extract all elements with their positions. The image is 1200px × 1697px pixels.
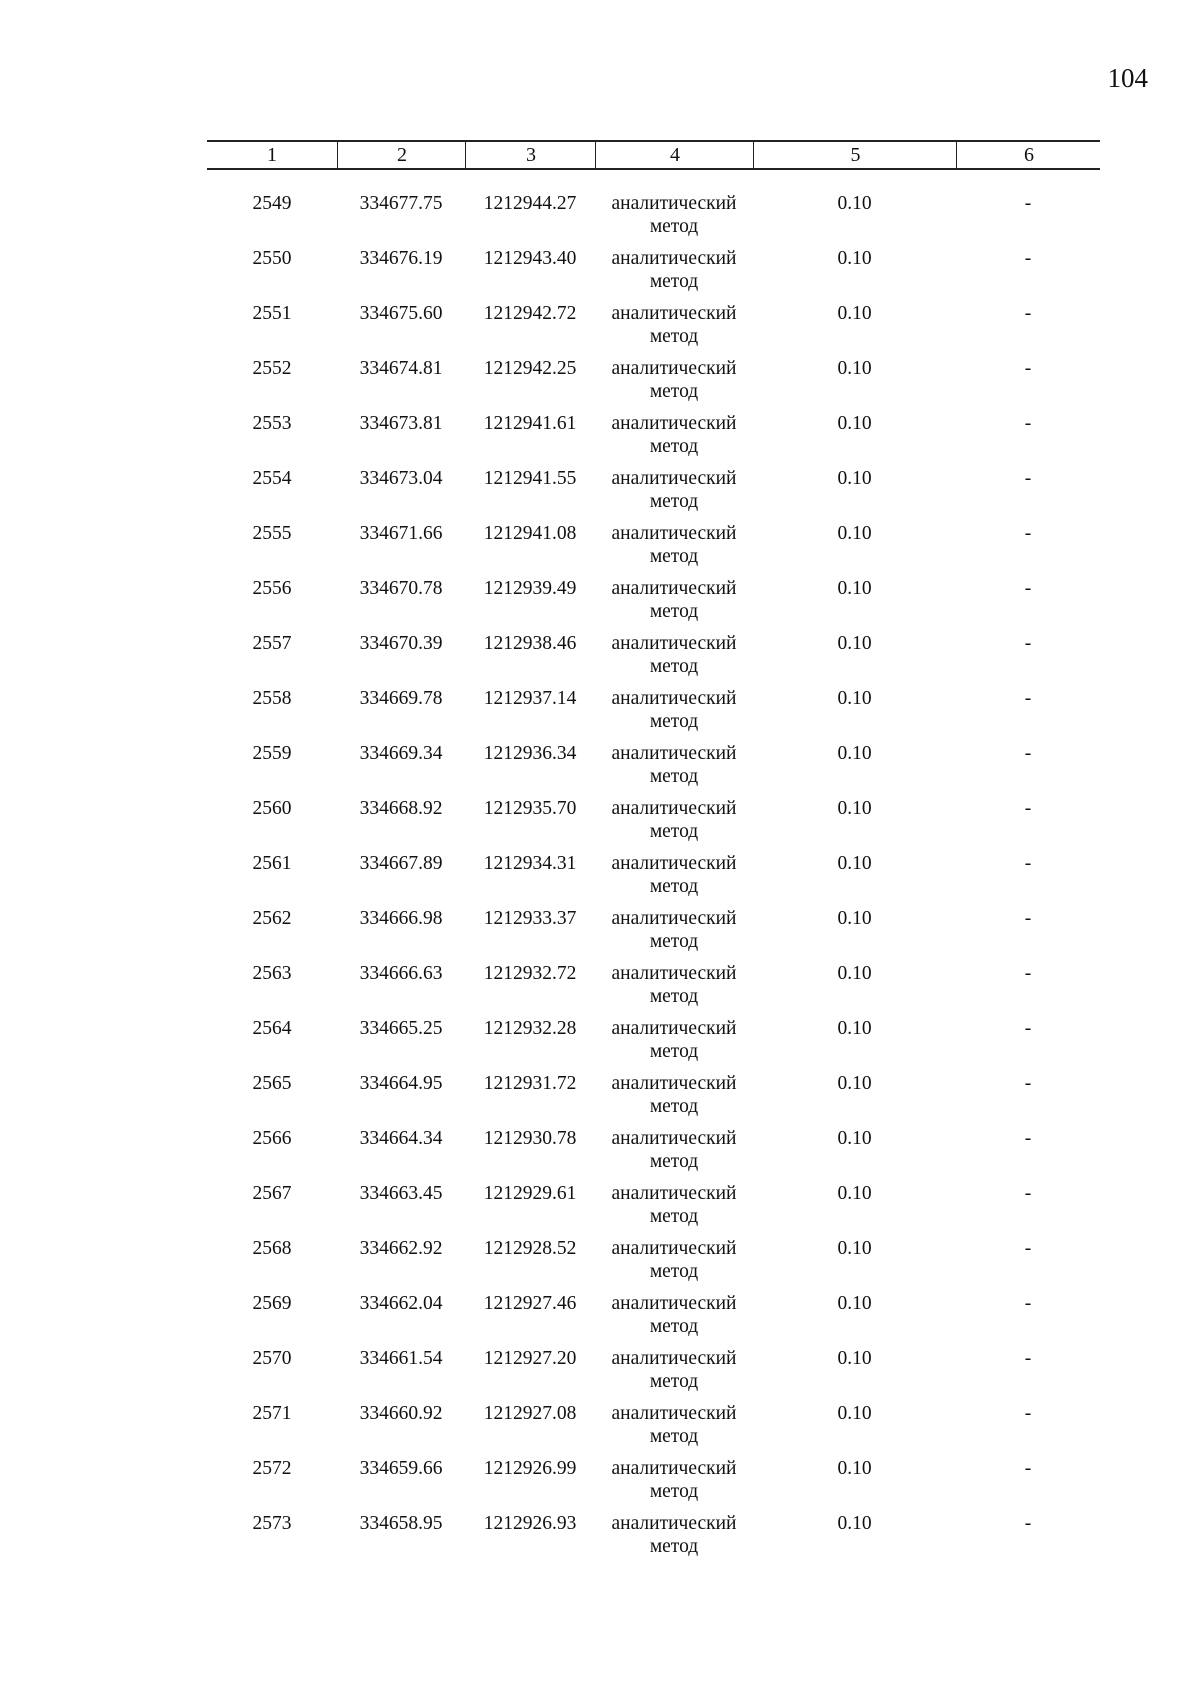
cell-x-coordinate: 334674.81 xyxy=(359,358,443,379)
cell-method xyxy=(595,1402,753,1448)
cell-y-coordinate: 1212942.25 xyxy=(483,358,577,379)
table-row xyxy=(207,797,1100,852)
cell-note: - xyxy=(1024,523,1032,544)
cell-note: - xyxy=(1024,1128,1032,1149)
cell-y-coordinate: 1212941.08 xyxy=(483,523,577,544)
cell-y-coordinate: 1212944.27 xyxy=(483,193,577,214)
table-header xyxy=(207,140,1100,170)
cell-x-coordinate: 334661.54 xyxy=(359,1348,443,1369)
cell-method xyxy=(595,962,753,1008)
method-line-1: аналитический xyxy=(611,358,737,379)
cell-method xyxy=(595,577,753,623)
cell-x-coordinate: 334666.98 xyxy=(359,908,443,929)
cell-point-number: 2563 xyxy=(252,963,292,984)
table-row xyxy=(207,907,1100,962)
table-row xyxy=(207,1512,1100,1567)
cell-method xyxy=(595,357,753,403)
cell-x-coordinate: 334671.66 xyxy=(359,523,443,544)
cell-point-number: 2572 xyxy=(252,1458,292,1479)
cell-note: - xyxy=(1024,358,1032,379)
cell-x-coordinate: 334663.45 xyxy=(359,1183,443,1204)
table-row xyxy=(207,1237,1100,1292)
cell-x-coordinate: 334676.19 xyxy=(359,248,443,269)
cell-accuracy: 0.10 xyxy=(837,1513,872,1534)
cell-x-coordinate: 334666.63 xyxy=(359,963,443,984)
cell-method xyxy=(595,467,753,513)
cell-y-coordinate: 1212927.08 xyxy=(483,1403,577,1424)
column-header-1: 1 xyxy=(267,144,277,166)
cell-method xyxy=(595,852,753,898)
cell-accuracy: 0.10 xyxy=(837,633,872,654)
method-line-1: аналитический xyxy=(611,413,737,434)
cell-point-number: 2561 xyxy=(252,853,292,874)
table-row xyxy=(207,412,1100,467)
cell-accuracy: 0.10 xyxy=(837,303,872,324)
table-row xyxy=(207,1127,1100,1182)
table-body xyxy=(207,192,1100,1567)
method-line-2: метод xyxy=(649,381,699,402)
cell-x-coordinate: 334673.04 xyxy=(359,468,443,489)
method-line-1: аналитический xyxy=(611,633,737,654)
cell-x-coordinate: 334669.78 xyxy=(359,688,443,709)
cell-note: - xyxy=(1024,633,1032,654)
cell-point-number: 2552 xyxy=(252,358,292,379)
method-line-2: метод xyxy=(649,436,699,457)
cell-x-coordinate: 334670.78 xyxy=(359,578,443,599)
cell-accuracy: 0.10 xyxy=(837,963,872,984)
cell-y-coordinate: 1212932.28 xyxy=(483,1018,577,1039)
method-line-1: аналитический xyxy=(611,798,737,819)
table-row xyxy=(207,632,1100,687)
table-row xyxy=(207,467,1100,522)
cell-point-number: 2565 xyxy=(252,1073,292,1094)
cell-y-coordinate: 1212939.49 xyxy=(483,578,577,599)
method-line-2: метод xyxy=(649,491,699,512)
cell-y-coordinate: 1212926.93 xyxy=(483,1513,577,1534)
method-line-1: аналитический xyxy=(611,1293,737,1314)
cell-note: - xyxy=(1024,1293,1032,1314)
cell-point-number: 2573 xyxy=(252,1513,292,1534)
table-row xyxy=(207,522,1100,577)
cell-y-coordinate: 1212935.70 xyxy=(483,798,577,819)
cell-note: - xyxy=(1024,578,1032,599)
cell-point-number: 2553 xyxy=(252,413,292,434)
cell-x-coordinate: 334658.95 xyxy=(359,1513,443,1534)
cell-accuracy: 0.10 xyxy=(837,358,872,379)
table-row xyxy=(207,962,1100,1017)
cell-point-number: 2568 xyxy=(252,1238,292,1259)
cell-y-coordinate: 1212936.34 xyxy=(483,743,577,764)
cell-point-number: 2564 xyxy=(252,1018,292,1039)
cell-point-number: 2560 xyxy=(252,798,292,819)
cell-x-coordinate: 334673.81 xyxy=(359,413,443,434)
cell-accuracy: 0.10 xyxy=(837,1458,872,1479)
cell-method xyxy=(595,412,753,458)
method-line-2: метод xyxy=(649,1426,699,1447)
table-row xyxy=(207,1457,1100,1512)
cell-x-coordinate: 334660.92 xyxy=(359,1403,443,1424)
cell-note: - xyxy=(1024,1403,1032,1424)
cell-note: - xyxy=(1024,1238,1032,1259)
cell-method xyxy=(595,1512,753,1558)
cell-note: - xyxy=(1024,413,1032,434)
method-line-1: аналитический xyxy=(611,468,737,489)
cell-method xyxy=(595,1127,753,1173)
cell-x-coordinate: 334670.39 xyxy=(359,633,443,654)
cell-method xyxy=(595,1292,753,1338)
cell-point-number: 2554 xyxy=(252,468,292,489)
cell-point-number: 2569 xyxy=(252,1293,292,1314)
table-row xyxy=(207,1017,1100,1072)
method-line-2: метод xyxy=(649,1316,699,1337)
method-line-1: аналитический xyxy=(611,1403,737,1424)
method-line-1: аналитический xyxy=(611,303,737,324)
cell-point-number: 2550 xyxy=(252,248,292,269)
method-line-2: метод xyxy=(649,271,699,292)
cell-y-coordinate: 1212927.20 xyxy=(483,1348,577,1369)
method-line-2: метод xyxy=(649,1371,699,1392)
table-row xyxy=(207,852,1100,907)
cell-note: - xyxy=(1024,468,1032,489)
cell-note: - xyxy=(1024,1348,1032,1369)
cell-point-number: 2556 xyxy=(252,578,292,599)
cell-x-coordinate: 334659.66 xyxy=(359,1458,443,1479)
column-header-3: 3 xyxy=(465,142,596,168)
cell-x-coordinate: 334667.89 xyxy=(359,853,443,874)
cell-note: - xyxy=(1024,963,1032,984)
method-line-1: аналитический xyxy=(611,1348,737,1369)
page-number: 104 xyxy=(1107,63,1148,93)
method-line-2: метод xyxy=(649,216,699,237)
method-line-1: аналитический xyxy=(611,523,737,544)
method-line-2: метод xyxy=(649,656,699,677)
cell-method xyxy=(595,907,753,953)
cell-method xyxy=(595,192,753,238)
method-line-2: метод xyxy=(649,1536,699,1557)
cell-point-number: 2551 xyxy=(252,303,292,324)
cell-accuracy: 0.10 xyxy=(837,908,872,929)
cell-note: - xyxy=(1024,303,1032,324)
cell-y-coordinate: 1212942.72 xyxy=(483,303,577,324)
cell-accuracy: 0.10 xyxy=(837,468,872,489)
method-line-2: метод xyxy=(649,876,699,897)
cell-point-number: 2570 xyxy=(252,1348,292,1369)
cell-accuracy: 0.10 xyxy=(837,798,872,819)
method-line-2: метод xyxy=(649,1206,699,1227)
method-line-2: метод xyxy=(649,1261,699,1282)
cell-x-coordinate: 334675.60 xyxy=(359,303,443,324)
cell-method xyxy=(595,1347,753,1393)
cell-accuracy: 0.10 xyxy=(837,1403,872,1424)
method-line-1: аналитический xyxy=(611,248,737,269)
column-header-6: 6 xyxy=(956,142,1101,168)
cell-y-coordinate: 1212928.52 xyxy=(483,1238,577,1259)
cell-method xyxy=(595,1072,753,1118)
cell-note: - xyxy=(1024,798,1032,819)
method-line-2: метод xyxy=(649,766,699,787)
method-line-2: метод xyxy=(649,821,699,842)
cell-accuracy: 0.10 xyxy=(837,578,872,599)
cell-method xyxy=(595,1457,753,1503)
cell-method xyxy=(595,632,753,678)
cell-x-coordinate: 334664.34 xyxy=(359,1128,443,1149)
method-line-1: аналитический xyxy=(611,688,737,709)
method-line-1: аналитический xyxy=(611,1238,737,1259)
cell-note: - xyxy=(1024,1073,1032,1094)
cell-method xyxy=(595,687,753,733)
cell-method xyxy=(595,797,753,843)
cell-x-coordinate: 334662.04 xyxy=(359,1293,443,1314)
cell-accuracy: 0.10 xyxy=(837,743,872,764)
cell-note: - xyxy=(1024,193,1032,214)
cell-x-coordinate: 334669.34 xyxy=(359,743,443,764)
method-line-2: метод xyxy=(649,1151,699,1172)
table-row xyxy=(207,357,1100,412)
method-line-1: аналитический xyxy=(611,1458,737,1479)
cell-method xyxy=(595,522,753,568)
cell-note: - xyxy=(1024,1513,1032,1534)
cell-point-number: 2557 xyxy=(252,633,292,654)
cell-accuracy: 0.10 xyxy=(837,413,872,434)
method-line-1: аналитический xyxy=(611,963,737,984)
cell-accuracy: 0.10 xyxy=(837,853,872,874)
method-line-2: метод xyxy=(649,986,699,1007)
method-line-1: аналитический xyxy=(611,1128,737,1149)
column-header-2: 2 xyxy=(337,142,466,168)
column-header-5: 5 xyxy=(753,142,957,168)
cell-x-coordinate: 334665.25 xyxy=(359,1018,443,1039)
method-line-1: аналитический xyxy=(611,743,737,764)
cell-accuracy: 0.10 xyxy=(837,1348,872,1369)
cell-point-number: 2558 xyxy=(252,688,292,709)
cell-y-coordinate: 1212941.61 xyxy=(483,413,577,434)
cell-x-coordinate: 334662.92 xyxy=(359,1238,443,1259)
cell-y-coordinate: 1212932.72 xyxy=(483,963,577,984)
cell-y-coordinate: 1212938.46 xyxy=(483,633,577,654)
cell-note: - xyxy=(1024,853,1032,874)
cell-accuracy: 0.10 xyxy=(837,523,872,544)
table-row xyxy=(207,1072,1100,1127)
cell-note: - xyxy=(1024,1018,1032,1039)
cell-y-coordinate: 1212927.46 xyxy=(483,1293,577,1314)
cell-y-coordinate: 1212931.72 xyxy=(483,1073,577,1094)
cell-point-number: 2571 xyxy=(252,1403,292,1424)
cell-accuracy: 0.10 xyxy=(837,1018,872,1039)
table-row xyxy=(207,1182,1100,1237)
method-line-1: аналитический xyxy=(611,193,737,214)
cell-y-coordinate: 1212941.55 xyxy=(483,468,577,489)
table-row xyxy=(207,1402,1100,1457)
cell-y-coordinate: 1212937.14 xyxy=(483,688,577,709)
method-line-2: метод xyxy=(649,1481,699,1502)
method-line-2: метод xyxy=(649,1096,699,1117)
method-line-2: метод xyxy=(649,931,699,952)
cell-method xyxy=(595,1182,753,1228)
cell-method xyxy=(595,742,753,788)
method-line-1: аналитический xyxy=(611,1183,737,1204)
table-row xyxy=(207,687,1100,742)
cell-note: - xyxy=(1024,248,1032,269)
cell-note: - xyxy=(1024,1458,1032,1479)
method-line-2: метод xyxy=(649,1041,699,1062)
method-line-1: аналитический xyxy=(611,578,737,599)
cell-method xyxy=(595,1237,753,1283)
table-row xyxy=(207,1347,1100,1402)
cell-x-coordinate: 334668.92 xyxy=(359,798,443,819)
cell-point-number: 2549 xyxy=(252,193,292,214)
cell-point-number: 2566 xyxy=(252,1128,292,1149)
cell-y-coordinate: 1212930.78 xyxy=(483,1128,577,1149)
method-line-1: аналитический xyxy=(611,1073,737,1094)
cell-x-coordinate: 334677.75 xyxy=(359,193,443,214)
column-header-4: 4 xyxy=(595,142,754,168)
method-line-1: аналитический xyxy=(611,853,737,874)
method-line-1: аналитический xyxy=(611,1513,737,1534)
cell-accuracy: 0.10 xyxy=(837,193,872,214)
cell-accuracy: 0.10 xyxy=(837,688,872,709)
cell-method xyxy=(595,1017,753,1063)
cell-accuracy: 0.10 xyxy=(837,1073,872,1094)
cell-y-coordinate: 1212926.99 xyxy=(483,1458,577,1479)
cell-accuracy: 0.10 xyxy=(837,1183,872,1204)
method-line-1: аналитический xyxy=(611,1018,737,1039)
method-line-2: метод xyxy=(649,326,699,347)
cell-method xyxy=(595,302,753,348)
cell-point-number: 2559 xyxy=(252,743,292,764)
cell-point-number: 2555 xyxy=(252,523,292,544)
method-line-2: метод xyxy=(649,601,699,622)
method-line-1: аналитический xyxy=(611,908,737,929)
cell-point-number: 2567 xyxy=(252,1183,292,1204)
cell-y-coordinate: 1212934.31 xyxy=(483,853,577,874)
cell-y-coordinate: 1212943.40 xyxy=(483,248,577,269)
cell-note: - xyxy=(1024,743,1032,764)
table-row xyxy=(207,192,1100,247)
cell-note: - xyxy=(1024,688,1032,709)
cell-x-coordinate: 334664.95 xyxy=(359,1073,443,1094)
table-row xyxy=(207,1292,1100,1347)
cell-point-number: 2562 xyxy=(252,908,292,929)
method-line-2: метод xyxy=(649,711,699,732)
cell-accuracy: 0.10 xyxy=(837,1128,872,1149)
cell-note: - xyxy=(1024,908,1032,929)
cell-note: - xyxy=(1024,1183,1032,1204)
cell-y-coordinate: 1212929.61 xyxy=(483,1183,577,1204)
cell-accuracy: 0.10 xyxy=(837,1238,872,1259)
cell-method xyxy=(595,247,753,293)
cell-accuracy: 0.10 xyxy=(837,1293,872,1314)
table-row xyxy=(207,302,1100,357)
cell-y-coordinate: 1212933.37 xyxy=(483,908,577,929)
cell-accuracy: 0.10 xyxy=(837,248,872,269)
table-row xyxy=(207,247,1100,302)
table-row xyxy=(207,742,1100,797)
table-row xyxy=(207,577,1100,632)
method-line-2: метод xyxy=(649,546,699,567)
